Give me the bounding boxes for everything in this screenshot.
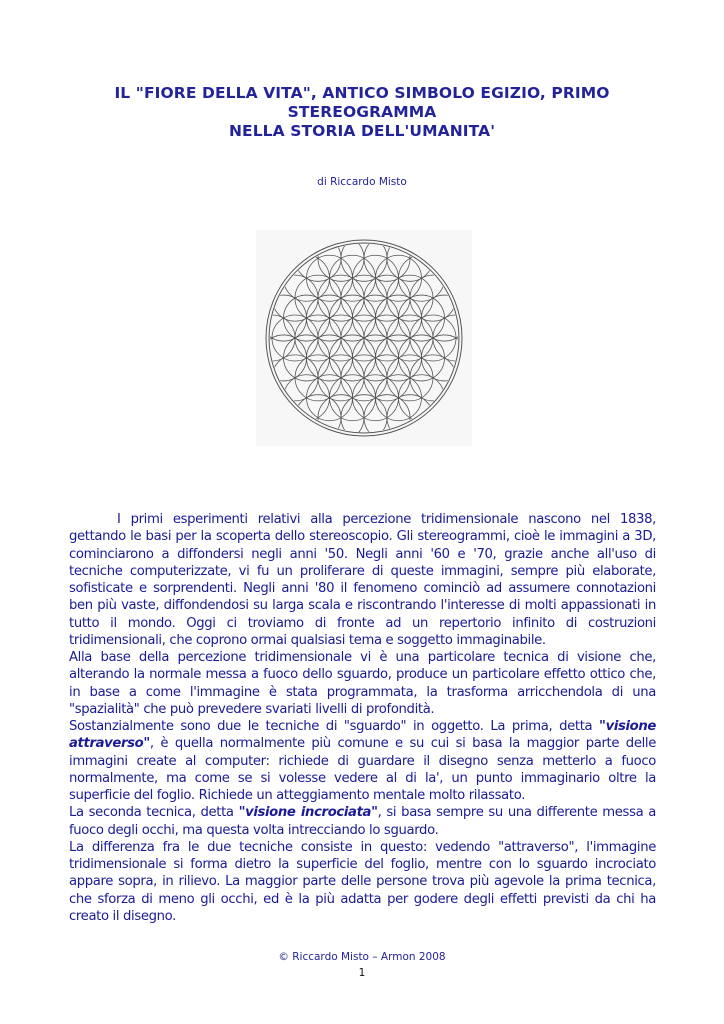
document-title <box>60 84 664 141</box>
flower-circle <box>256 315 295 361</box>
paragraph-2: Alla base della percezione tridimensionale vi è una particolare tecnica di visione che, alterando la normale messa a fuoco dello sguardo, produce un particolare effetto ottico che, in base a come l'immagine è stata programmata, la trasforma arricchendola di una "spazialità" che può prevedere svariati livelli di profondità. <box>69 650 656 717</box>
paragraph-5: La differenza fra le due tecniche consiste in questo: vedendo "attraverso", l'immagine tridimensionale si forma dietro la superficie del foglio, mentre con lo sguardo incrociato appare sopra, in rilievo. La maggior parte delle persone trova più agevole la prima tecnica, che sforza di meno gli occhi, ed è la più adatta per godere degli effetti previsti da chi ha creato il disegno. <box>69 839 656 924</box>
flower-of-life-figure <box>256 230 472 446</box>
page-number: 1 <box>358 967 366 979</box>
footer-copyright: © Riccardo Misto – Armon 2008 <box>278 951 446 963</box>
paragraph-4: La seconda tecnica, detta "visione incrociata", si basa sempre su una differente messa a fuoco degli occhi, ma questa volta intrecciando lo sguardo. <box>69 805 656 838</box>
paragraph-3: Sostanzialmente sono due le tecniche di "sguardo" in oggetto. La prima, detta "visione attraverso", è quella normalmente più comune e su cui si basa la maggior parte delle immagini create al computer: richiede di guardare il disegno senza metterlo a fuoco normalmente, ma come se si volesse vedere al di la', un punto immaginario oltre la superficie del foglio. Richiede un atteggiamento mentale molto rilassato. <box>69 719 656 803</box>
flower-circle <box>433 315 472 361</box>
body-text <box>69 511 656 925</box>
title-line-1: IL "FIORE DELLA VITA", ANTICO SIMBOLO EGIZIO, PRIMO STEREOGRAMMA <box>114 84 610 121</box>
paragraph-1: I primi esperimenti relativi alla percezione tridimensionale nascono nel 1838, gettando le basi per la scoperta dello stereoscopio. Gli stereogrammi, cioè le immagini a 3D, cominciarono a diffondersi negli anni '50. Negli anni '60 e '70, grazie anche all'uso di tecniche computerizzate, vi fu un proliferare di queste immagini, sempre più elaborate, sofisticate e sorprendenti. Negli anni '80 il fenomeno cominciò ad assumere connotazioni ben più vaste, diffondendosi su larga scala e riscontrando l'interesse di molti appassionati in tutto il mondo. Oggi ci troviamo di fronte ad un repertorio infinito di costruzioni tridimensionali, che coprono ormai qualsiasi tema e soggetto immaginabile. <box>69 512 656 648</box>
flower-of-life-icon <box>256 230 472 446</box>
flower-petals <box>256 235 472 440</box>
term-visione-attraverso: "visione attraverso" <box>69 719 656 752</box>
term-visione-incrociata: "visione incrociata" <box>238 805 378 821</box>
title-line-2: NELLA STORIA DELL'UMANITA' <box>228 122 496 140</box>
author-byline: di Riccardo Misto <box>317 176 407 188</box>
